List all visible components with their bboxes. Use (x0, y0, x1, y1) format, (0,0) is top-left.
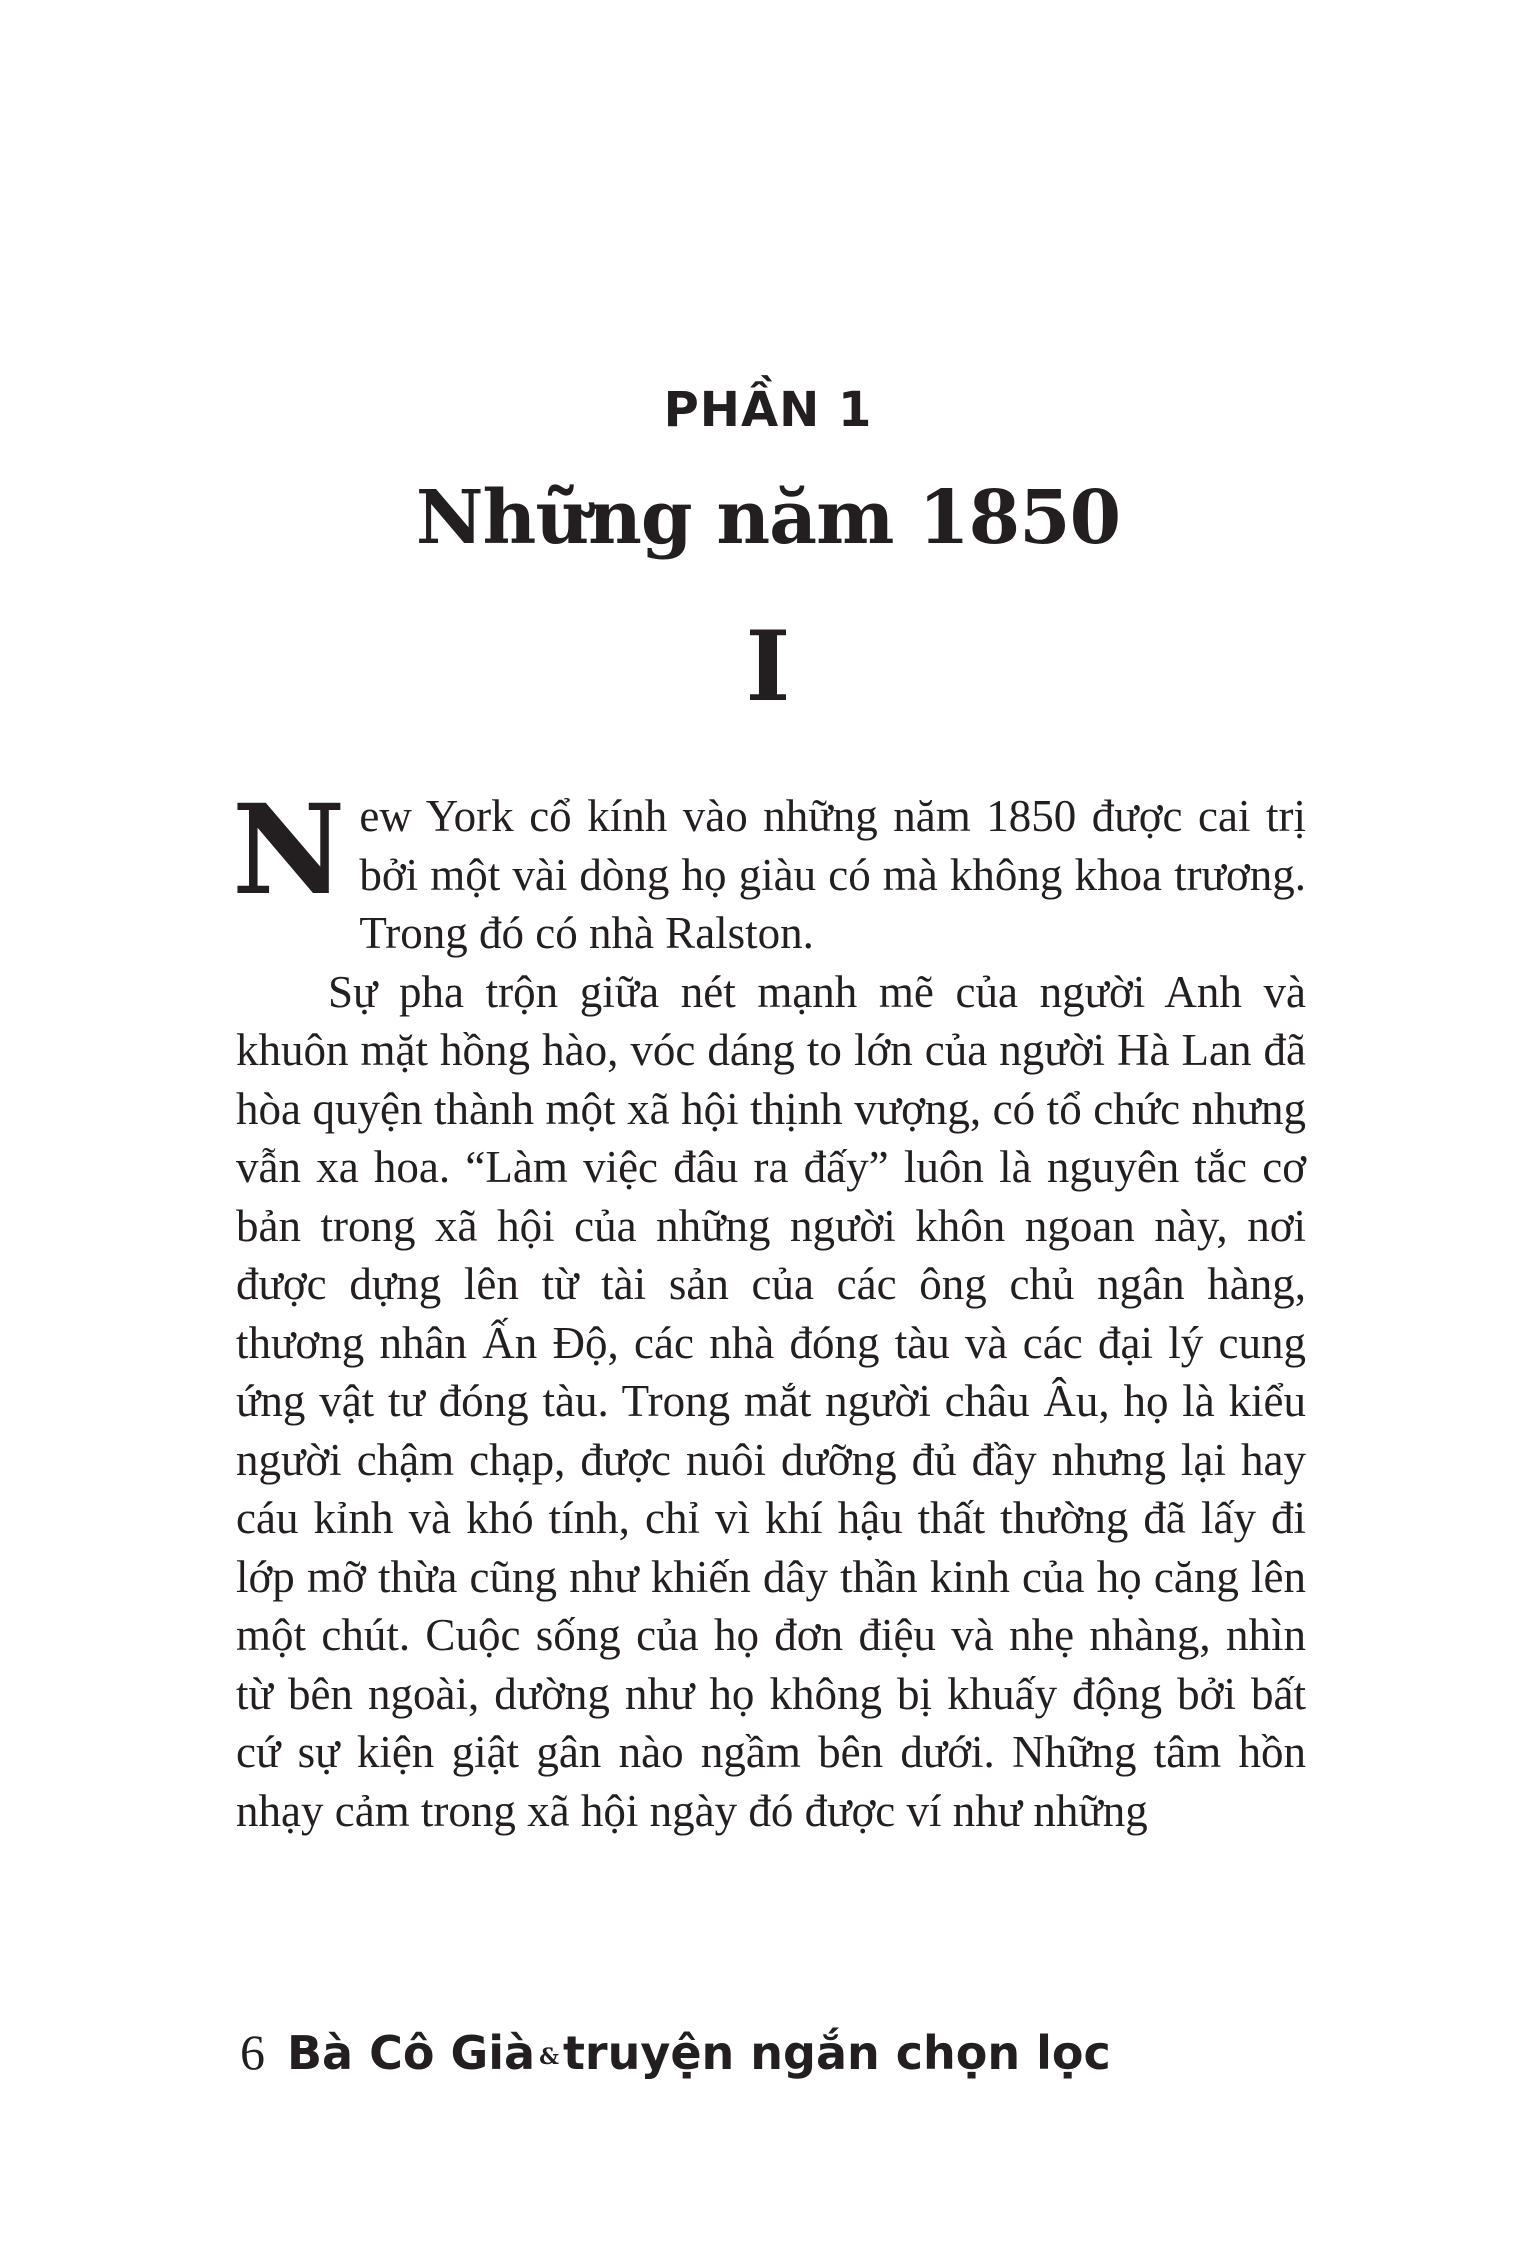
running-title (287, 2026, 1111, 2080)
drop-cap: N (232, 778, 346, 923)
page-number: 6 (240, 2024, 265, 2080)
running-title-part1: Bà Cô Già (287, 2026, 536, 2080)
paragraph-2: Sự pha trộn giữa nét mạnh mẽ của người Anh và khuôn mặt hồng hào, vóc dáng to lớn của người Hà Lan đã hòa quyện thành một xã hội thịnh vượng, có tổ chức nhưng vẫn xa hoa. “Làm việc đâu ra đấy” luôn là nguyên tắc cơ bản trong xã hội của những người khôn ngoan này, nơi được dựng lên từ tài sản của các ông chủ ngân hàng, thương nhân Ấn Độ, các nhà đóng tàu và các đại lý cung ứng vật tư đóng tàu. Trong mắt người châu Âu, họ là kiểu người chậm chạp, được nuôi dưỡng đủ đầy nhưng lại hay cáu kỉnh và khó tính, chỉ vì khí hậu thất thường đã lấy đi lớp mỡ thừa cũng như khiến dây thần kinh của họ căng lên một chút. Cuộc sống của họ đơn điệu và nhẹ nhàng, nhìn từ bên ngoài, dường như họ không bị khuấy động bởi bất cứ sự kiện giật gân nào ngầm bên dưới. Những tâm hồn nhạy cảm trong xã hội ngày đó được ví như những (236, 966, 1306, 1836)
paragraph-1-text: ew York cổ kính vào những năm 1850 được cai trị bởi một vài dòng họ giàu có mà không khoa trương. Trong đó có nhà Ralston. (359, 791, 1306, 958)
page-footer (240, 2020, 1111, 2089)
paragraph-1 (232, 778, 1306, 963)
part-label: PHẦN 1 (663, 382, 873, 438)
body-text (232, 778, 1306, 1840)
part-title: Những năm 1850 (415, 475, 1121, 561)
running-title-part2: truyện ngắn chọn lọc (562, 2026, 1111, 2080)
chapter-number: I (745, 610, 791, 723)
running-title-ampersand: & (539, 2043, 559, 2070)
